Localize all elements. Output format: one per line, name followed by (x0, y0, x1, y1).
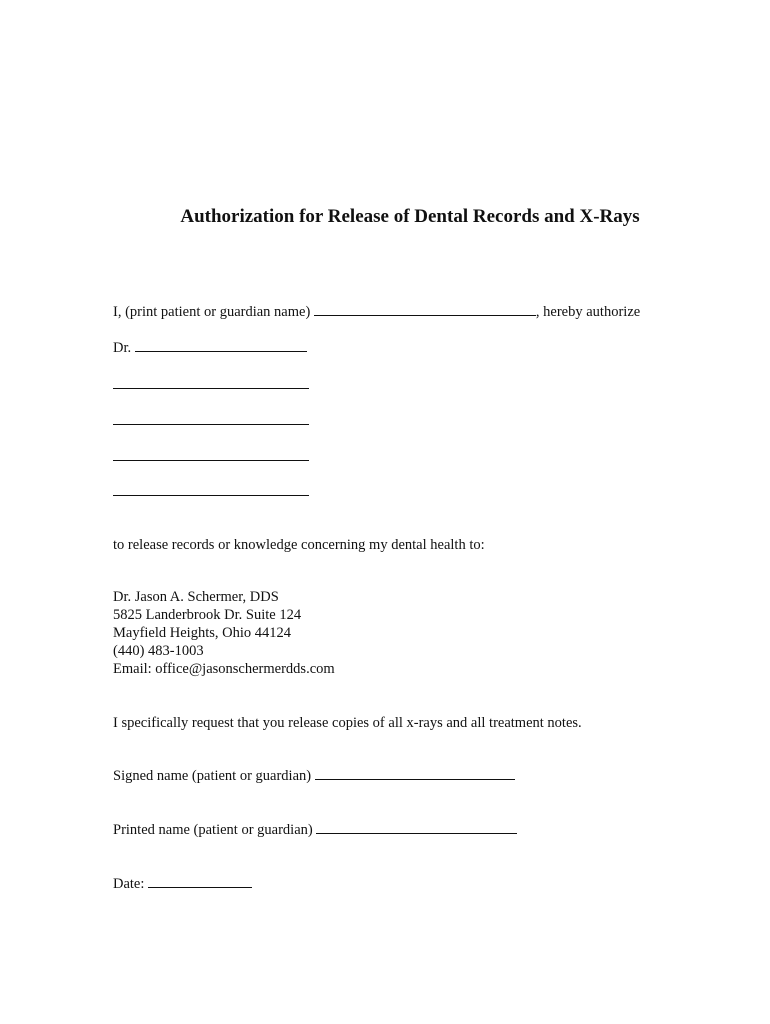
printed-name-label: Printed name (patient or guardian) (113, 822, 313, 838)
recipient-phone: (440) 483-1003 (113, 643, 204, 659)
date-label: Date: (113, 876, 145, 892)
request-statement: I specifically request that you release copies of all x-rays and all treatment notes. (113, 715, 582, 731)
recipient-email: Email: office@jasonschermerdds.com (113, 661, 335, 677)
doctor-address-field-2[interactable] (113, 424, 309, 425)
patient-name-field[interactable] (314, 302, 536, 316)
recipient-street: 5825 Landerbrook Dr. Suite 124 (113, 607, 302, 623)
doctor-prefix: Dr. (113, 340, 132, 356)
doctor-address-field-4[interactable] (113, 495, 309, 496)
document-title: Authorization for Release of Dental Records and X-Rays (180, 206, 640, 227)
authorize-suffix: , hereby authorize (535, 304, 641, 320)
doctor-name-field[interactable] (135, 338, 307, 352)
printed-name-line (113, 820, 517, 839)
authorize-prefix: I, (print patient or guardian name) (113, 304, 311, 320)
printed-name-field[interactable] (316, 820, 517, 834)
signed-name-label: Signed name (patient or guardian) (113, 768, 312, 784)
recipient-name: Dr. Jason A. Schermer, DDS (113, 589, 279, 605)
doctor-address-field-3[interactable] (113, 460, 309, 461)
signed-name-line (113, 766, 515, 785)
doctor-address-field-1[interactable] (113, 388, 309, 389)
doctor-line (113, 338, 307, 357)
date-field[interactable] (148, 874, 252, 888)
recipient-address (113, 588, 335, 678)
signed-name-field[interactable] (315, 766, 515, 780)
authorize-line (113, 302, 640, 321)
date-line (113, 874, 252, 893)
release-statement: to release records or knowledge concerning my dental health to: (113, 537, 485, 553)
recipient-city: Mayfield Heights, Ohio 44124 (113, 625, 292, 641)
